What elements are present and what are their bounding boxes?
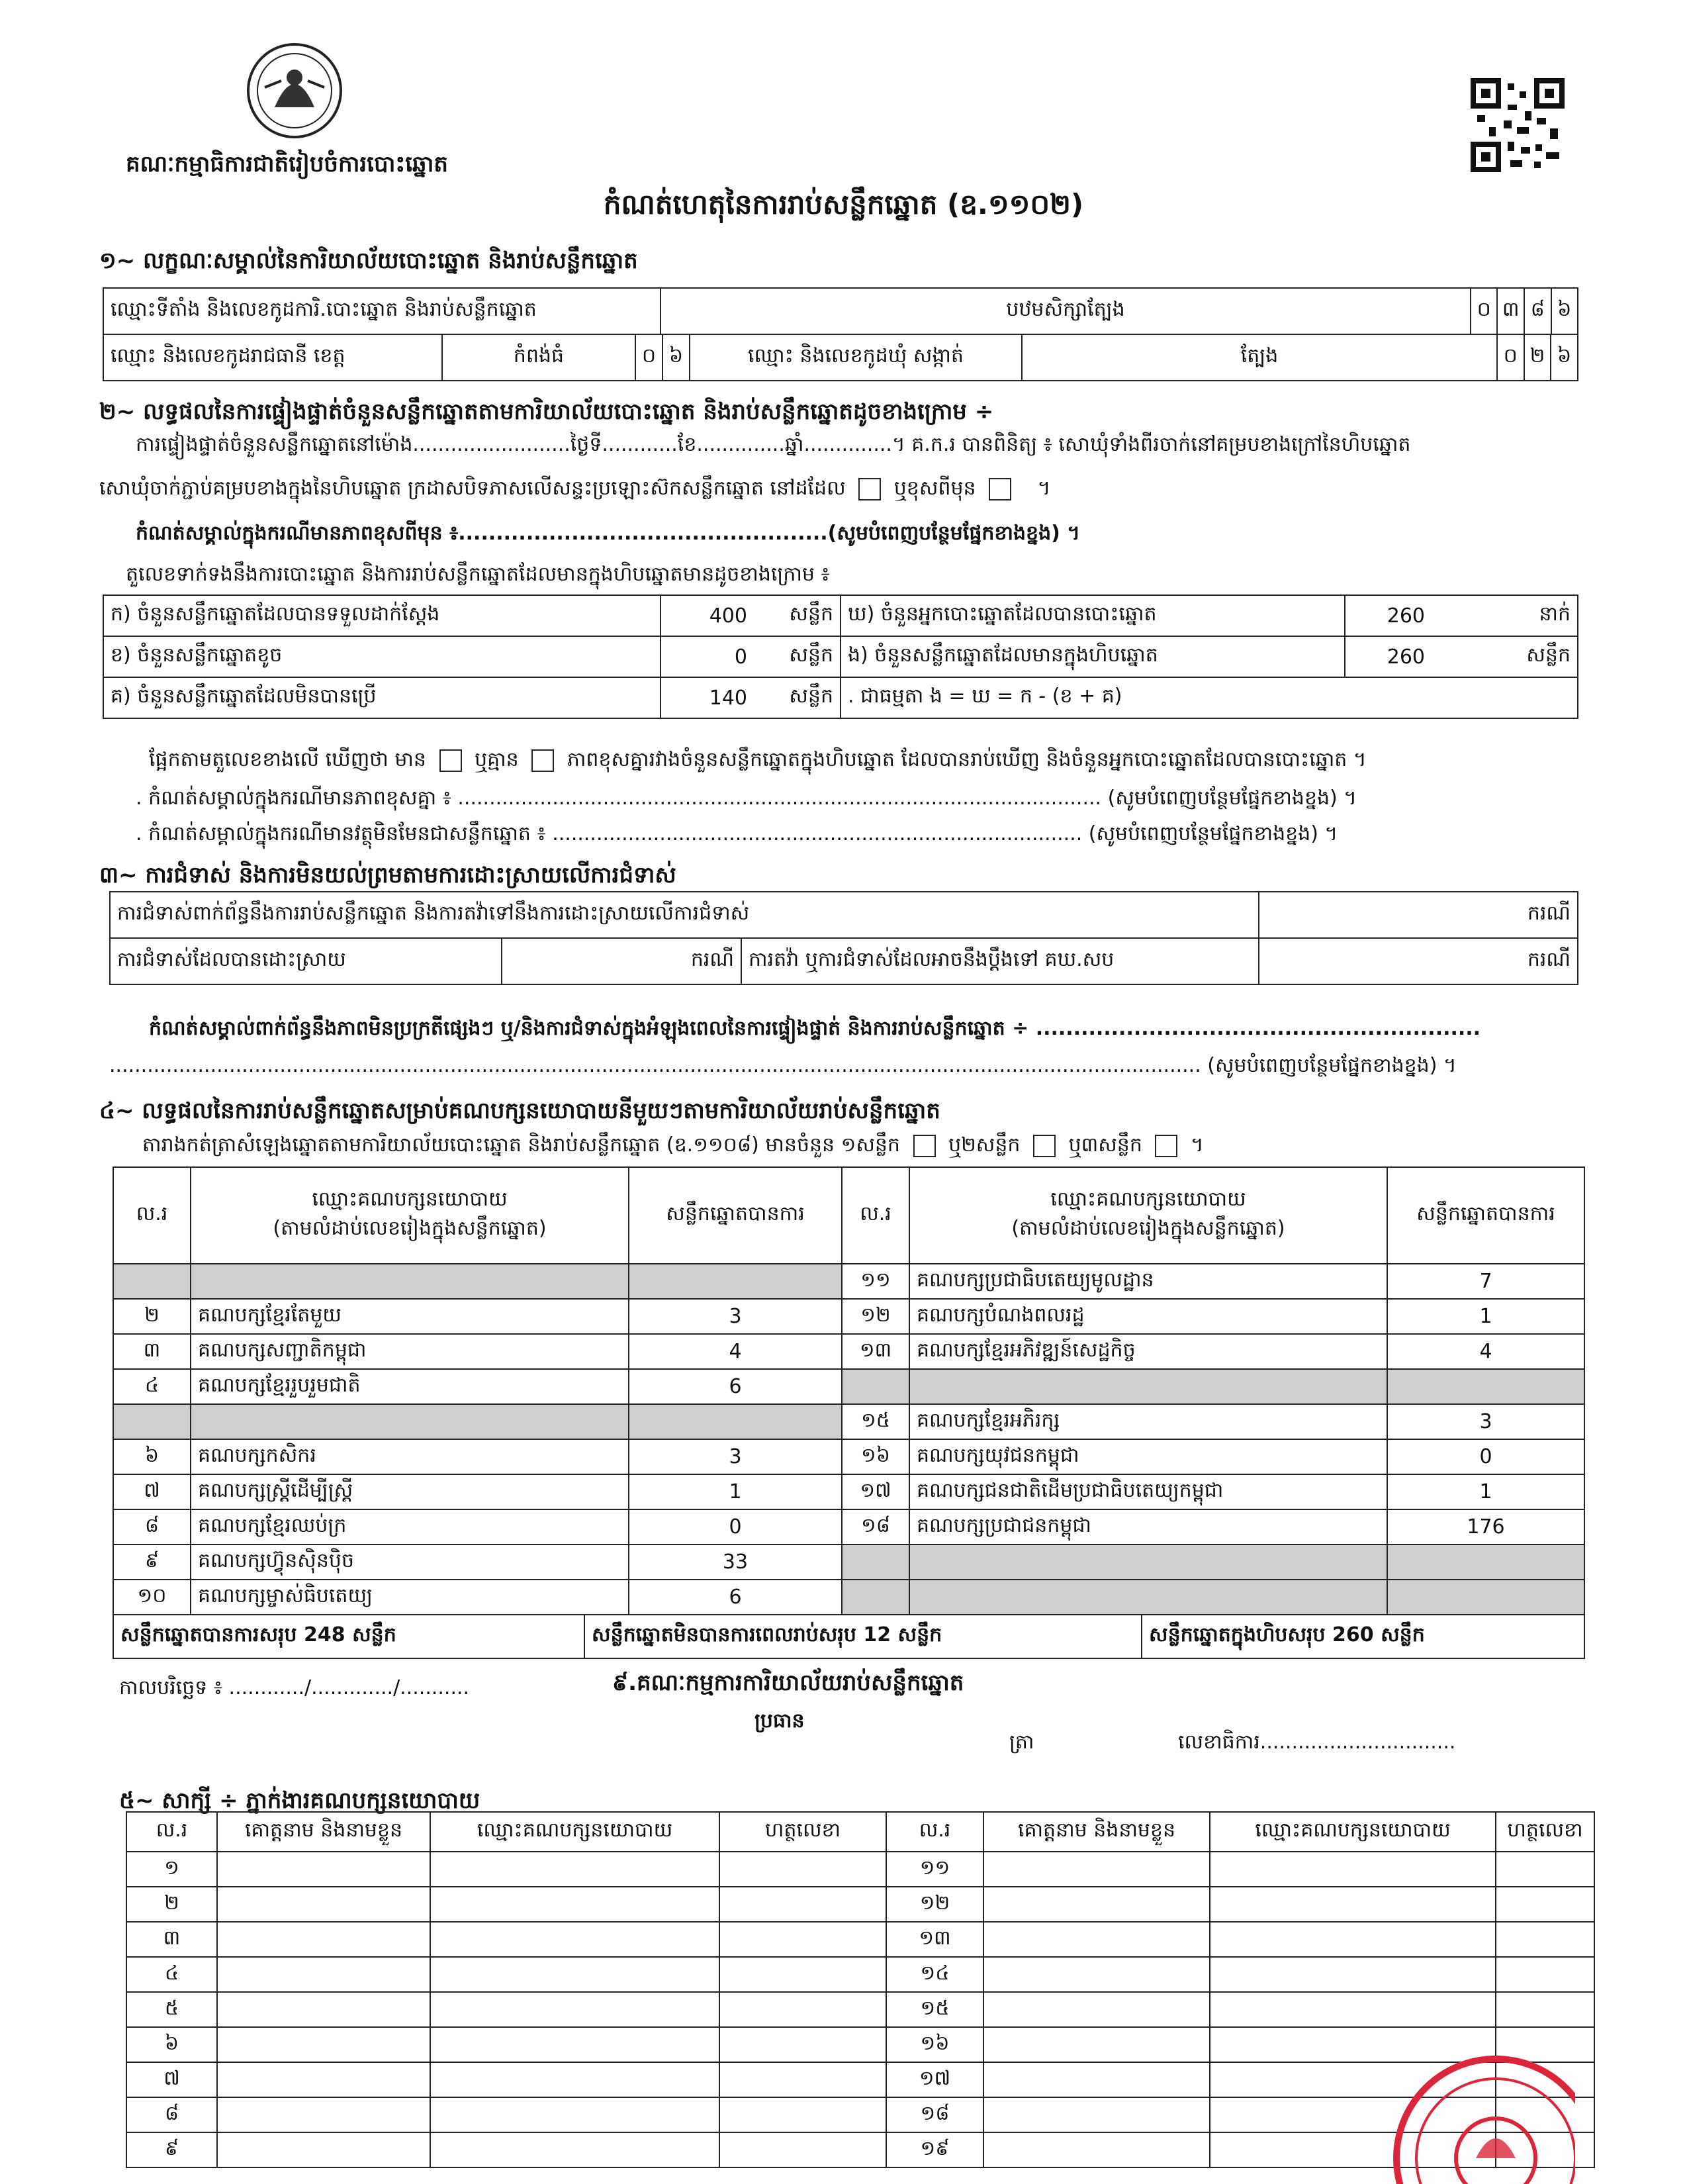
witness-name-cell[interactable] bbox=[983, 1992, 1210, 2027]
party-row bbox=[113, 1299, 1584, 1334]
figure-label: ង) ចំនួនសន្លឹកឆ្នោតដែលមានក្នុងហិបឆ្នោត bbox=[841, 636, 1345, 677]
has-discrepancy-checkbox[interactable] bbox=[439, 749, 462, 772]
witness-name-cell[interactable] bbox=[983, 1922, 1210, 1957]
location-table bbox=[103, 334, 1578, 381]
figure-unit: សន្លឹក bbox=[754, 677, 841, 718]
party-votes bbox=[629, 1264, 842, 1299]
witness-number: ១៤ bbox=[886, 1957, 983, 1992]
party-votes: 6 bbox=[629, 1580, 842, 1615]
party-number bbox=[842, 1580, 909, 1615]
party-number: ៦ bbox=[113, 1439, 191, 1474]
station-name: បឋមសិក្សាត្បែង bbox=[661, 288, 1471, 334]
party-row bbox=[113, 1404, 1584, 1439]
province-code-digit: ០ bbox=[636, 335, 662, 380]
station-code-digit: ៣ bbox=[1497, 289, 1524, 334]
section2-heading: ២~ លទ្ធផលនៃការផ្ទៀងផ្ទាត់ចំនួនសន្លឹកឆ្នោតតាមការិយាល័យបោះឆ្នោត និងរាប់សន្លឹកឆ្នោតដូចខាងក្រោម ÷ bbox=[99, 399, 994, 425]
party-number bbox=[113, 1264, 191, 1299]
witness-row bbox=[126, 2062, 1594, 2097]
witness-name-cell[interactable] bbox=[983, 2097, 1210, 2132]
party-number: ១៥ bbox=[842, 1404, 909, 1439]
ballot-figures-table bbox=[103, 594, 1578, 719]
witness-party-cell[interactable] bbox=[430, 1852, 719, 1887]
identity-table bbox=[103, 287, 1578, 335]
figure-label: ឃ) ចំនួនអ្នកបោះឆ្នោតដែលបានបោះឆ្នោត bbox=[841, 595, 1345, 636]
party-votes bbox=[1387, 1544, 1584, 1580]
witness-sign-cell[interactable] bbox=[719, 2097, 886, 2132]
witness-party-cell[interactable] bbox=[430, 1922, 719, 1957]
party-row bbox=[113, 1580, 1584, 1615]
party-number: ១៦ bbox=[842, 1439, 909, 1474]
party-votes bbox=[629, 1404, 842, 1439]
witness-number: ៦ bbox=[126, 2027, 217, 2062]
tally-text-d: ។ bbox=[1190, 1133, 1204, 1157]
figure-label: ខ) ចំនួនសន្លឹកឆ្នោតខូច bbox=[103, 636, 661, 677]
commune-name: ត្បែង bbox=[1022, 334, 1497, 381]
witness-name-cell[interactable] bbox=[983, 1887, 1210, 1922]
secretary-label: លេខាធិការ............................... bbox=[1178, 1731, 1456, 1754]
resolved-label: ការជំទាស់ដែលបានដោះស្រាយ bbox=[110, 938, 502, 984]
witness-number: ៩ bbox=[126, 2132, 217, 2167]
irregularity-note-continued: ............................................................................................................................................................................. (សូមបំពេញបន្ថែមផ្នែកខាងខ្នង) ។ bbox=[109, 1054, 1457, 1077]
witness-row bbox=[126, 1922, 1594, 1957]
commune-code bbox=[1497, 334, 1578, 381]
party-name: គណបក្សខ្មែររួបរួមជាតិ bbox=[191, 1369, 629, 1404]
commune-code-digit: ៦ bbox=[1557, 344, 1572, 367]
witness-row bbox=[126, 1992, 1594, 2027]
station-code-digit: ០ bbox=[1471, 289, 1497, 334]
total-invalid: សន្លឹកឆ្នោតមិនបានការពេលរាប់សរុប 12 សន្លឹក bbox=[584, 1615, 1142, 1658]
figure-label: គ) ចំនួនសន្លឹកឆ្នោតដែលមិនបានប្រើ bbox=[103, 677, 661, 718]
irregularity-note: កំណត់សម្គាល់ពាក់ព័ន្ធនឹងភាពមិនប្រក្រតីផ្សេងៗ ឬ/និងការជំទាស់ក្នុងអំឡុងពេលនៃការផ្ទៀងផ្ទាត់ និងការរាប់សន្លឹកឆ្នោត ÷ ........................................................... bbox=[149, 1017, 1481, 1040]
party-votes: 4 bbox=[1387, 1334, 1584, 1369]
tally-text-a: តារាងកត់ត្រាសំឡេងឆ្នោតតាមការិយាល័យបោះឆ្នោត និងរាប់សន្លឹកឆ្នោត (ឧ.១១០៨) មានចំនួន ១សន្លឹក bbox=[142, 1133, 900, 1157]
province-code-digit: ៦ bbox=[668, 344, 684, 367]
committee-label: ៩.គណៈកម្មការការិយាល័យរាប់សន្លឹកឆ្នោត bbox=[612, 1670, 964, 1696]
commune-label: ឈ្មោះ និងលេខកូដឃុំ សង្កាត់ bbox=[690, 334, 1022, 381]
station-label: ឈ្មោះទីតាំង និងលេខកូដការិ.បោះឆ្នោត និងរាប់សន្លឹកឆ្នោត bbox=[103, 288, 661, 334]
objection-table bbox=[109, 891, 1578, 985]
witness-sign-cell[interactable] bbox=[719, 2132, 886, 2167]
witness-party-cell[interactable] bbox=[1210, 1852, 1496, 1887]
party-name: គណបក្សខ្មែរអភិវឌ្ឍន៍សេដ្ឋកិច្ច bbox=[909, 1334, 1387, 1369]
witness-party-cell[interactable] bbox=[1210, 1922, 1496, 1957]
witness-name-cell[interactable] bbox=[217, 1957, 430, 1992]
witness-name-cell[interactable] bbox=[217, 2097, 430, 2132]
resolved-unit: ករណី bbox=[502, 938, 741, 984]
seal-line bbox=[99, 475, 1050, 504]
party-name bbox=[191, 1264, 629, 1299]
party-name: គណបក្សជនជាតិដើមប្រជាធិបតេយ្យកម្ពុជា bbox=[909, 1474, 1387, 1509]
witness-number: ១៦ bbox=[886, 2027, 983, 2062]
unchanged-checkbox[interactable] bbox=[858, 478, 881, 500]
witness-row bbox=[126, 1852, 1594, 1887]
col-votes-header: សន្លឹកឆ្នោតបានការ bbox=[629, 1167, 842, 1264]
party-number: ១៧ bbox=[842, 1474, 909, 1509]
witness-party-cell[interactable] bbox=[430, 2097, 719, 2132]
three-sheets-checkbox[interactable] bbox=[1155, 1135, 1177, 1157]
col-no-header: ល.រ bbox=[113, 1167, 191, 1264]
difference-note: កំណត់សម្គាល់ក្នុងករណីមានភាពខុសពីមុន ៖.................................................(សូមបំពេញបន្ថែមផ្នែកខាងខ្នង) ។ bbox=[136, 522, 1081, 545]
note-discrepancy: . កំណត់សម្គាល់ក្នុងករណីមានភាពខុសគ្នា ៖ ...................................................................................................... (សូមបំពេញបន្ថែមផ្នែកខាងខ្នង) ។ bbox=[136, 786, 1357, 810]
stamp-label: ត្រា bbox=[1009, 1731, 1034, 1754]
witness-number: ៧ bbox=[126, 2062, 217, 2097]
witness-number: ១៧ bbox=[886, 2062, 983, 2097]
witness-number: ៨ bbox=[126, 2097, 217, 2132]
figure-unit: នាក់ bbox=[1432, 595, 1578, 636]
witness-sign-cell[interactable] bbox=[719, 1887, 886, 1922]
witness-name-cell[interactable] bbox=[983, 2027, 1210, 2062]
witness-col-no: ល.រ bbox=[126, 1812, 217, 1852]
qr-code bbox=[1471, 78, 1565, 172]
chair-label: ប្រធាន bbox=[754, 1709, 805, 1733]
party-name: គណបក្សសញ្ជាតិកម្ពុជា bbox=[191, 1334, 629, 1369]
witness-col-party: ឈ្មោះគណបក្សនយោបាយ bbox=[1210, 1812, 1496, 1852]
col-party-header bbox=[909, 1167, 1387, 1264]
party-votes: 0 bbox=[629, 1509, 842, 1544]
figure-unit: សន្លឹក bbox=[754, 595, 841, 636]
note-foreign-objects: . កំណត់សម្គាល់ក្នុងករណីមានវត្ថុមិនមែនជាសន្លឹកឆ្នោត ៖ .................................................................................... (សូមបំពេញបន្ថែមផ្នែកខាងខ្នង) ។ bbox=[136, 822, 1338, 845]
col-party-header-line1: ឈ្មោះគណបក្សនយោបាយ bbox=[1050, 1188, 1246, 1211]
col-party-header-line2: (តាមលំដាប់លេខរៀងក្នុងសន្លឹកឆ្នោត) bbox=[1011, 1217, 1285, 1240]
party-row bbox=[113, 1264, 1584, 1299]
party-number: ១៨ bbox=[842, 1509, 909, 1544]
witness-number: ១ bbox=[126, 1852, 217, 1887]
party-name: គណបក្សស្ត្រីដើម្បីស្ត្រី bbox=[191, 1474, 629, 1509]
col-party-header bbox=[191, 1167, 629, 1264]
witness-party-cell[interactable] bbox=[430, 1992, 719, 2027]
tally-text-c: ឬ៣សន្លឹក bbox=[1068, 1133, 1142, 1157]
witness-col-sign: ហត្ថលេខា bbox=[1496, 1812, 1594, 1852]
witness-col-name: គោត្តនាម និងនាមខ្លួន bbox=[217, 1812, 430, 1852]
witness-name-cell[interactable] bbox=[217, 1992, 430, 2027]
province-code bbox=[635, 334, 690, 381]
org-name: គណៈកម្មាធិការជាតិរៀបចំការបោះឆ្នោត bbox=[126, 151, 449, 177]
witness-number: ១៨ bbox=[886, 2097, 983, 2132]
party-votes: 1 bbox=[1387, 1474, 1584, 1509]
witness-number: ២ bbox=[126, 1887, 217, 1922]
party-row bbox=[113, 1369, 1584, 1404]
figure-value: 140 bbox=[661, 677, 754, 718]
party-row bbox=[113, 1334, 1584, 1369]
party-number: ១៣ bbox=[842, 1334, 909, 1369]
tally-sheets-line bbox=[142, 1132, 1204, 1161]
party-number bbox=[842, 1544, 909, 1580]
party-votes bbox=[1387, 1580, 1584, 1615]
witness-sign-cell[interactable] bbox=[719, 1992, 886, 2027]
party-number bbox=[113, 1404, 191, 1439]
witness-name-cell[interactable] bbox=[217, 1852, 430, 1887]
party-name: គណបក្សខ្មែរតែមួយ bbox=[191, 1299, 629, 1334]
witness-party-cell[interactable] bbox=[430, 2132, 719, 2167]
witness-name-cell[interactable] bbox=[983, 1852, 1210, 1887]
party-votes: 0 bbox=[1387, 1439, 1584, 1474]
party-votes: 1 bbox=[1387, 1299, 1584, 1334]
appeal-label: ការតវ៉ា ឬការជំទាស់ដែលអាចនឹងប្តឹងទៅ គឃ.សប bbox=[741, 938, 1259, 984]
section1-heading: ១~ លក្ខណៈសម្គាល់នៃការិយាល័យបោះឆ្នោត និងរាប់សន្លឹកឆ្នោត bbox=[99, 248, 638, 274]
witness-party-cell[interactable] bbox=[1210, 1957, 1496, 1992]
station-code-digit: ៨ bbox=[1524, 289, 1551, 334]
witness-row bbox=[126, 2132, 1594, 2167]
party-votes: 4 bbox=[629, 1334, 842, 1369]
party-votes: 3 bbox=[629, 1299, 842, 1334]
witness-name-cell[interactable] bbox=[217, 1887, 430, 1922]
witness-col-party: ឈ្មោះគណបក្សនយោបាយ bbox=[430, 1812, 719, 1852]
party-row bbox=[113, 1474, 1584, 1509]
witness-sign-cell[interactable] bbox=[719, 2062, 886, 2097]
no-discrepancy-checkbox[interactable] bbox=[531, 749, 554, 772]
party-name bbox=[909, 1544, 1387, 1580]
red-seal-stamp bbox=[1377, 2046, 1575, 2184]
party-number bbox=[842, 1369, 909, 1404]
witness-name-cell[interactable] bbox=[217, 2027, 430, 2062]
changed-checkbox[interactable] bbox=[989, 478, 1011, 500]
tally-text-b: ឬ២សន្លឹក bbox=[948, 1133, 1021, 1157]
party-number: ៤ bbox=[113, 1369, 191, 1404]
witness-number: ១២ bbox=[886, 1887, 983, 1922]
two-sheets-checkbox[interactable] bbox=[1033, 1135, 1056, 1157]
witness-sign-cell[interactable] bbox=[1496, 1887, 1594, 1922]
party-number: ៧ bbox=[113, 1474, 191, 1509]
figure-label: ក) ចំនួនសន្លឹកឆ្នោតដែលបានទទួលដាក់ស្តែង bbox=[103, 595, 661, 636]
figure-value: 400 bbox=[661, 595, 754, 636]
witness-name-cell[interactable] bbox=[983, 1957, 1210, 1992]
party-votes: 3 bbox=[1387, 1404, 1584, 1439]
witness-sign-cell[interactable] bbox=[1496, 1852, 1594, 1887]
commune-code-digit: ០ bbox=[1498, 335, 1524, 380]
discrepancy-text-c: ភាពខុសគ្នារវាងចំនួនសន្លឹកឆ្នោតក្នុងហិបឆ្នោត ដែលបានរាប់ឃើញ និងចំនួនអ្នកបោះឆ្នោតដែលបានបោះឆ្នោត ។ bbox=[567, 748, 1367, 771]
party-number: ៩ bbox=[113, 1544, 191, 1580]
witness-party-cell[interactable] bbox=[430, 1887, 719, 1922]
emblem-logo bbox=[245, 41, 344, 140]
party-number: ២ bbox=[113, 1299, 191, 1334]
discrepancy-line bbox=[149, 747, 1367, 776]
party-name: គណបក្សខ្មែរអភិរក្ស bbox=[909, 1404, 1387, 1439]
col-no-header: ល.រ bbox=[842, 1167, 909, 1264]
changed-text: ឬខុសពីមុន bbox=[893, 477, 976, 500]
party-row bbox=[113, 1439, 1584, 1474]
party-name: គណបក្សប្រជាធិបតេយ្យមូលដ្ឋាន bbox=[909, 1264, 1387, 1299]
objection-total-unit: ករណី bbox=[1259, 892, 1578, 938]
formula-note: . ជាធម្មតា ង = ឃ = ក - (ខ + គ) bbox=[841, 677, 1578, 718]
witness-row bbox=[126, 2027, 1594, 2062]
party-number: ៨ bbox=[113, 1509, 191, 1544]
one-sheet-checkbox[interactable] bbox=[913, 1135, 936, 1157]
witness-party-cell[interactable] bbox=[430, 2062, 719, 2097]
total-in-box: សន្លឹកឆ្នោតក្នុងហិបសរុប 260 សន្លឹក bbox=[1142, 1615, 1584, 1658]
party-number: ១២ bbox=[842, 1299, 909, 1334]
witness-name-cell[interactable] bbox=[217, 1922, 430, 1957]
party-name bbox=[909, 1369, 1387, 1404]
party-name bbox=[909, 1580, 1387, 1615]
figure-value: 0 bbox=[661, 636, 754, 677]
figure-value: 260 bbox=[1345, 636, 1432, 677]
party-name: គណបក្សកសិករ bbox=[191, 1439, 629, 1474]
objection-total-label: ការជំទាស់ពាក់ព័ន្ធនឹងការរាប់សន្លឹកឆ្នោត និងការតវ៉ាទៅនឹងការដោះស្រាយលើការជំទាស់ bbox=[110, 892, 1259, 938]
witness-number: ៤ bbox=[126, 1957, 217, 1992]
date-field: កាលបរិច្ឆេទ ៖ ............/............./........... bbox=[119, 1676, 470, 1699]
section4-heading: ៤~ លទ្ធផលនៃការរាប់សន្លឹកឆ្នោតសម្រាប់គណបក្សនយោបាយនីមួយៗតាមការិយាល័យរាប់សន្លឹកឆ្នោត bbox=[99, 1098, 940, 1124]
witness-number: ៣ bbox=[126, 1922, 217, 1957]
party-name: គណបក្សហ៊្វុនស៊ិនប៉ិច bbox=[191, 1544, 629, 1580]
col-votes-header: សន្លឹកឆ្នោតបានការ bbox=[1387, 1167, 1584, 1264]
appeal-unit: ករណី bbox=[1259, 938, 1578, 984]
witness-sign-cell[interactable] bbox=[1496, 1922, 1594, 1957]
witness-number: ១៩ bbox=[886, 2132, 983, 2167]
party-votes: 1 bbox=[629, 1474, 842, 1509]
figure-unit: សន្លឹក bbox=[1432, 636, 1578, 677]
station-code-digit: ៦ bbox=[1551, 289, 1577, 334]
witness-party-cell[interactable] bbox=[1210, 1887, 1496, 1922]
total-valid: សន្លឹកឆ្នោតបានការសរុប 248 សន្លឹក bbox=[113, 1615, 584, 1658]
form-title: កំណត់ហេតុនៃការរាប់សន្លឹកឆ្នោត (ឧ.១១០២) bbox=[603, 188, 1084, 220]
witness-sign-cell[interactable] bbox=[719, 1957, 886, 1992]
witness-sign-cell[interactable] bbox=[1496, 1992, 1594, 2027]
witness-name-cell[interactable] bbox=[217, 2062, 430, 2097]
party-results-table bbox=[113, 1166, 1585, 1615]
witness-sign-cell[interactable] bbox=[1496, 1957, 1594, 1992]
party-votes: 6 bbox=[629, 1369, 842, 1404]
party-name: គណបក្សខ្មែរឈប់ក្រ bbox=[191, 1509, 629, 1544]
totals-table bbox=[113, 1614, 1585, 1659]
party-votes bbox=[1387, 1369, 1584, 1404]
witness-number: ១៥ bbox=[886, 1992, 983, 2027]
party-name bbox=[191, 1404, 629, 1439]
party-number: ៣ bbox=[113, 1334, 191, 1369]
party-number: ១០ bbox=[113, 1580, 191, 1615]
party-name: គណបក្សប្រជាជនកម្ពុជា bbox=[909, 1509, 1387, 1544]
witness-row bbox=[126, 1957, 1594, 1992]
witness-number: ១១ bbox=[886, 1852, 983, 1887]
witness-name-cell[interactable] bbox=[983, 2132, 1210, 2167]
discrepancy-text-a: ផ្អែកតាមតួលេខខាងលើ ឃើញថា មាន bbox=[149, 748, 426, 771]
seal-text: សោឃុំចាក់ភ្ជាប់គម្របខាងក្នុងនៃហិបឆ្នោត ក្រដាសបិទភាសលើសន្ទះប្រឡោះស៊កសន្លឹកឆ្នោត នៅដដែល bbox=[99, 477, 846, 500]
figures-intro: តួលេខទាក់ទងនឹងការបោះឆ្នោត និងការរាប់សន្លឹកឆ្នោតដែលមានក្នុងហិបឆ្នោតមានដូចខាងក្រោម ៖ bbox=[126, 563, 830, 586]
party-name: គណបក្សបំណងពលរដ្ឋ bbox=[909, 1299, 1387, 1334]
party-votes: 7 bbox=[1387, 1264, 1584, 1299]
party-row bbox=[113, 1509, 1584, 1544]
witness-col-no: ល.រ bbox=[886, 1812, 983, 1852]
witness-name-cell[interactable] bbox=[217, 2132, 430, 2167]
figure-value: 260 bbox=[1345, 595, 1432, 636]
witness-party-cell[interactable] bbox=[430, 1957, 719, 1992]
party-name: គណបក្សម្ចាស់ធិបតេយ្យ bbox=[191, 1580, 629, 1615]
line-end-mark: ។ bbox=[1037, 477, 1051, 500]
witness-col-sign: ហត្ថលេខា bbox=[719, 1812, 886, 1852]
party-votes: 3 bbox=[629, 1439, 842, 1474]
witness-sign-cell[interactable] bbox=[719, 1922, 886, 1957]
witness-number: ១៣ bbox=[886, 1922, 983, 1957]
party-row bbox=[113, 1544, 1584, 1580]
witness-name-cell[interactable] bbox=[983, 2062, 1210, 2097]
col-party-header-line1: ឈ្មោះគណបក្សនយោបាយ bbox=[312, 1188, 508, 1211]
witness-table bbox=[126, 1811, 1595, 2168]
col-party-header-line2: (តាមលំដាប់លេខរៀងក្នុងសន្លឹកឆ្នោត) bbox=[273, 1217, 547, 1240]
station-code bbox=[1471, 288, 1578, 334]
witness-number: ៥ bbox=[126, 1992, 217, 2027]
witness-col-name: គោត្តនាម និងនាមខ្លួន bbox=[983, 1812, 1210, 1852]
province-label: ឈ្មោះ និងលេខកូដរាជធានី ខេត្ត bbox=[103, 334, 442, 381]
commune-code-digit: ២ bbox=[1524, 335, 1551, 380]
party-name: គណបក្សយុវជនកម្ពុជា bbox=[909, 1439, 1387, 1474]
party-votes: 176 bbox=[1387, 1509, 1584, 1544]
discrepancy-text-b: ឬគ្មាន bbox=[475, 748, 519, 771]
witness-party-cell[interactable] bbox=[1210, 1992, 1496, 2027]
witness-row bbox=[126, 2097, 1594, 2132]
verification-line: ការផ្ទៀងផ្ទាត់ចំនួនសន្លឹកឆ្នោតនៅម៉ោង.........................ថ្ងៃទី............ខែ..............ឆ្នាំ..............។ គ.ក.រ បានពិនិត្យ ៖ សោឃុំទាំងពីរចាក់នៅគម្របខាងក្រៅនៃហិបឆ្នោត bbox=[136, 433, 1411, 456]
party-number: ១១ bbox=[842, 1264, 909, 1299]
witness-sign-cell[interactable] bbox=[719, 2027, 886, 2062]
witness-row bbox=[126, 1887, 1594, 1922]
figure-unit: សន្លឹក bbox=[754, 636, 841, 677]
party-votes: 33 bbox=[629, 1544, 842, 1580]
witness-sign-cell[interactable] bbox=[719, 1852, 886, 1887]
province-name: កំពង់ធំ bbox=[442, 334, 635, 381]
witness-party-cell[interactable] bbox=[430, 2027, 719, 2062]
section3-heading: ៣~ ការជំទាស់ និងការមិនយល់ព្រមតាមការដោះស្រាយលើការជំទាស់ bbox=[99, 862, 676, 888]
section5-heading: ៥~ សាក្សី ÷ ភ្នាក់ងារគណបក្សនយោបាយ bbox=[119, 1787, 480, 1814]
